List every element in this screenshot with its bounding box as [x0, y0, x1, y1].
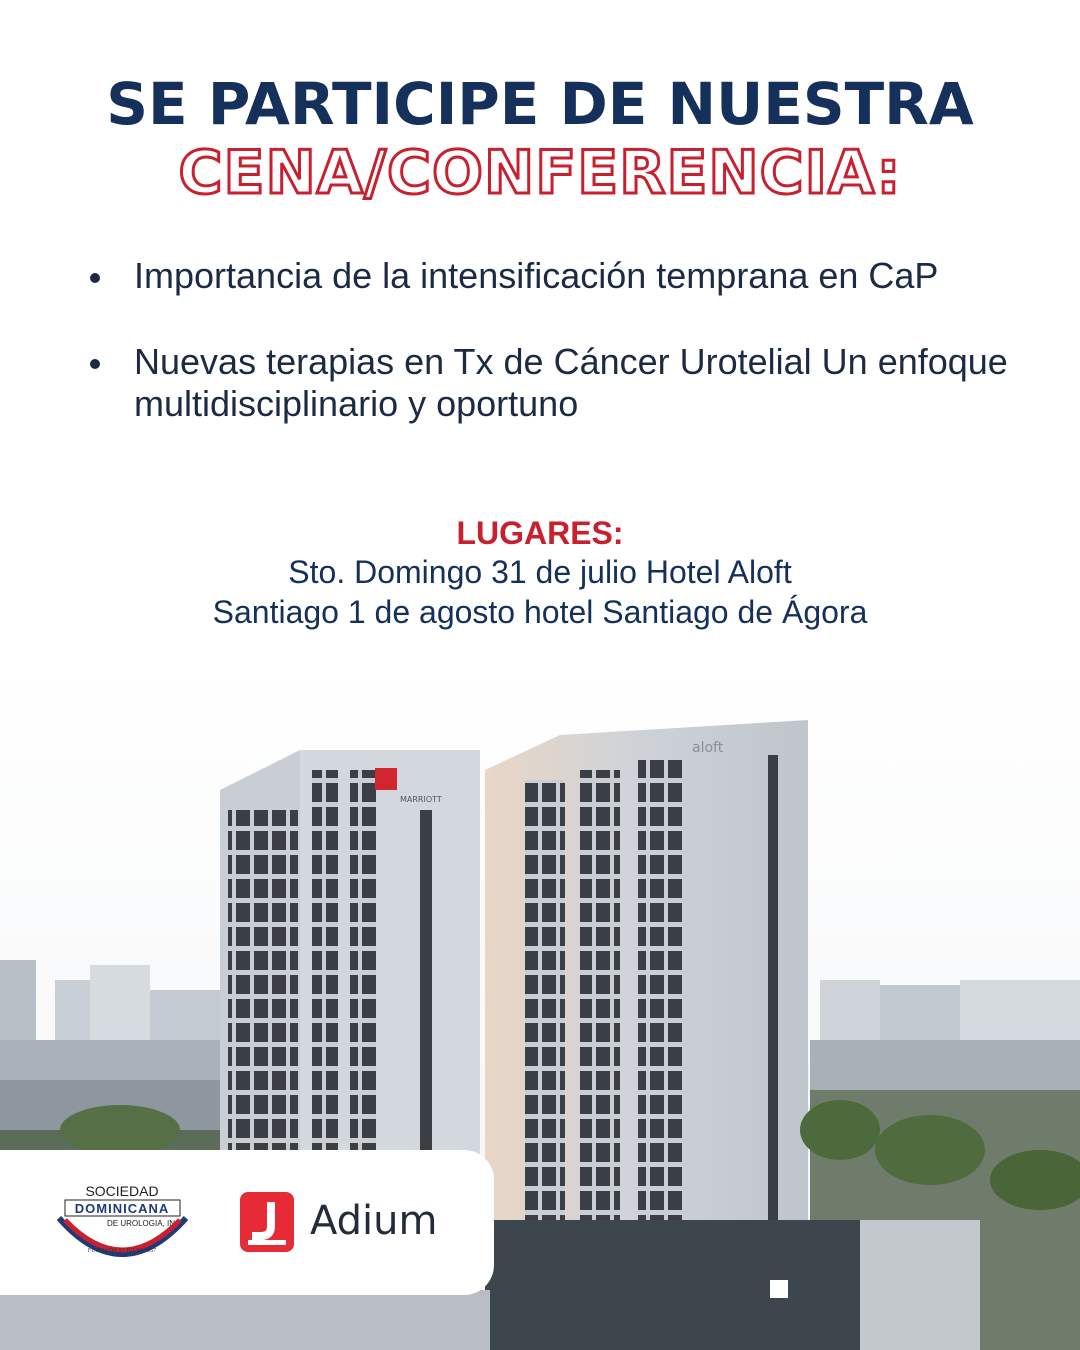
- headline-line-2: CENA/CONFERENCIA:: [178, 138, 902, 208]
- topic-item: [90, 341, 1030, 425]
- place-line: Santiago 1 de agosto hotel Santiago de Ágora: [212, 594, 868, 630]
- aloft-sign: aloft: [692, 740, 724, 756]
- society-logo-top: SOCIEDAD: [85, 1183, 159, 1199]
- bullet-icon: [90, 359, 100, 369]
- society-logo: [55, 1180, 190, 1270]
- sponsor-logo-card: [0, 1150, 494, 1295]
- places-section: [0, 515, 1080, 632]
- places-label: LUGARES:: [456, 515, 624, 551]
- society-logo-founded: FUNDADA 17 JULIO 1957: [87, 1248, 157, 1254]
- topic-text: Importancia de la intensificación temprana en CaP: [134, 255, 939, 296]
- place-line: Sto. Domingo 31 de julio Hotel Aloft: [288, 554, 792, 590]
- topic-item: [90, 255, 1030, 297]
- headline-line-1: SE PARTICIPE DE NUESTRA: [106, 70, 974, 138]
- adium-logo-text: Adium: [310, 1198, 438, 1244]
- topic-text: Nuevas terapias en Tx de Cáncer Urotelial Un enfoque multidisciplinario y oportuno: [134, 341, 1008, 424]
- topics-list: [90, 255, 1030, 469]
- society-logo-main: DOMINICANA: [74, 1201, 170, 1216]
- adium-icon: [240, 1192, 294, 1252]
- aloft-tower: [485, 720, 860, 1350]
- marriott-tower: [220, 750, 480, 1160]
- society-logo-sub: DE UROLOGIA, INC.: [106, 1219, 184, 1228]
- marriott-sign: MARRIOTT: [400, 795, 442, 804]
- bullet-icon: [90, 273, 100, 283]
